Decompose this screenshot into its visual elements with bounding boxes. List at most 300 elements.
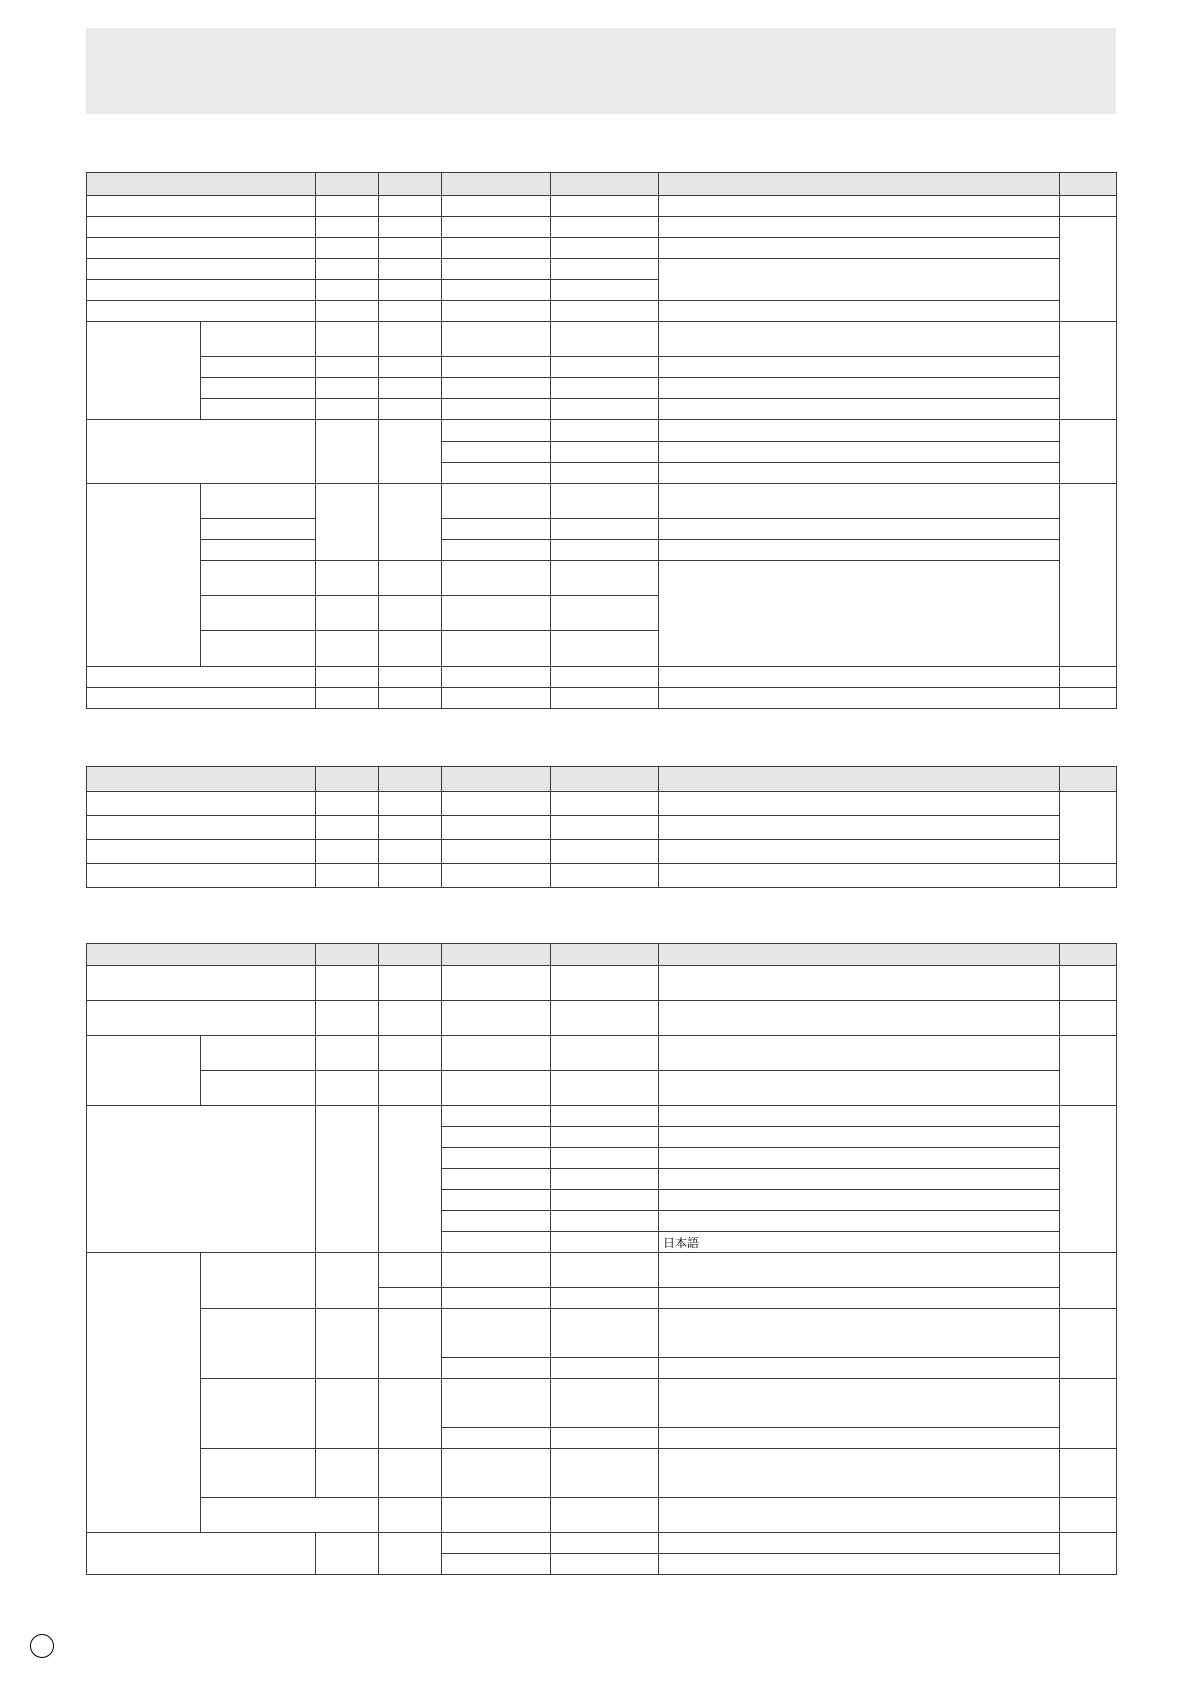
table-cell: [87, 238, 316, 259]
table-cell: [87, 420, 316, 484]
table-row: [87, 484, 1117, 519]
table-cell: [87, 1001, 316, 1036]
table-header-row: [87, 767, 1117, 792]
table-cell: [87, 217, 316, 238]
table-row: [87, 688, 1117, 709]
table-cell: [551, 596, 659, 631]
table-cell: [442, 1288, 551, 1309]
table-cell: [551, 816, 659, 840]
table-cell: [442, 1071, 551, 1106]
table-cell: [659, 1428, 1060, 1449]
table-cell: [201, 519, 316, 540]
language-japanese-value: 日本語: [659, 1232, 1060, 1253]
commands-table-3: [86, 943, 1117, 1575]
table-cell: [659, 463, 1060, 484]
table-cell: [316, 1036, 379, 1071]
table-row: [87, 399, 1117, 420]
table-cell: [316, 420, 379, 484]
table-cell: [551, 378, 659, 399]
table-cell: [659, 357, 1060, 378]
table-cell: [316, 596, 379, 631]
table-cell: [379, 1071, 442, 1106]
table-cell: [316, 280, 379, 301]
table-cell: [442, 561, 551, 596]
table-row: [87, 322, 1117, 357]
table-cell: [551, 322, 659, 357]
table-cell: [659, 1106, 1060, 1127]
table-cell: [201, 596, 316, 631]
table-cell: [442, 1533, 551, 1554]
table-cell: [379, 280, 442, 301]
table-cell: [551, 667, 659, 688]
table-cell: [87, 792, 316, 816]
header-cell: [379, 944, 442, 966]
table-cell: [316, 631, 379, 667]
table-cell: [551, 966, 659, 1001]
table-row: [87, 966, 1117, 1001]
table-row: [87, 561, 1117, 596]
table-cell: [316, 688, 379, 709]
table-cell: [551, 1498, 659, 1533]
table-cell: [442, 1554, 551, 1575]
table-cell: [316, 301, 379, 322]
header-cell: [379, 173, 442, 196]
table-cell: [442, 217, 551, 238]
table-cell: [1060, 1498, 1117, 1533]
table-row: [87, 1498, 1117, 1533]
table-cell: [1060, 864, 1117, 888]
table-cell: [442, 596, 551, 631]
table-cell: [442, 1379, 551, 1428]
table-cell: [201, 1309, 316, 1379]
table-row: [87, 301, 1117, 322]
table-cell: [551, 792, 659, 816]
table-cell: [442, 816, 551, 840]
table-cell: [87, 1533, 316, 1575]
table-row: [87, 1309, 1117, 1358]
header-cell: [442, 173, 551, 196]
table-cell: [659, 442, 1060, 463]
header-cell: [659, 944, 1060, 966]
table-row: [87, 1379, 1117, 1428]
table-cell: [659, 378, 1060, 399]
table-cell: [659, 259, 1060, 301]
table-cell: [659, 792, 1060, 816]
table-cell: [551, 280, 659, 301]
table-row: [87, 1036, 1117, 1071]
table-cell: [1060, 484, 1117, 667]
table-cell: [1060, 1001, 1117, 1036]
table-cell: [379, 196, 442, 217]
table-header-row: [87, 173, 1117, 196]
table-cell: [379, 816, 442, 840]
table-cell: [551, 463, 659, 484]
table-cell: [659, 1148, 1060, 1169]
table-cell: [551, 357, 659, 378]
table-cell: [1060, 1106, 1117, 1253]
table-cell: [442, 399, 551, 420]
table-cell: [201, 561, 316, 596]
table-cell: [551, 1148, 659, 1169]
table-cell: [442, 1309, 551, 1358]
table-cell: [201, 378, 316, 399]
table-cell: [551, 1036, 659, 1071]
table-cell: [442, 1232, 551, 1253]
table-cell: [316, 1071, 379, 1106]
table-cell: [442, 238, 551, 259]
page-number-marker: [30, 1634, 54, 1658]
table-cell: [659, 519, 1060, 540]
table-cell: [659, 840, 1060, 864]
table-row: [87, 840, 1117, 864]
table-cell: [379, 1001, 442, 1036]
table-cell: [379, 792, 442, 816]
table-cell: [379, 420, 442, 484]
table-cell: [87, 840, 316, 864]
table-cell: [551, 1309, 659, 1358]
table-cell: [201, 631, 316, 667]
table-cell: [201, 322, 316, 357]
table-cell: [551, 631, 659, 667]
table-cell: [659, 1358, 1060, 1379]
table-cell: [659, 322, 1060, 357]
table-row: [87, 864, 1117, 888]
table-header-row: [87, 944, 1117, 966]
table-cell: [659, 1036, 1060, 1071]
table-cell: [316, 792, 379, 816]
table-cell: [379, 1036, 442, 1071]
table-cell: [379, 966, 442, 1001]
table-cell: [442, 378, 551, 399]
table-row: [87, 196, 1117, 217]
table-cell: [442, 442, 551, 463]
table-cell: [87, 1036, 201, 1106]
header-cell: [551, 173, 659, 196]
table-cell: [1060, 667, 1117, 688]
table-cell: [442, 357, 551, 378]
table-cell: [551, 1533, 659, 1554]
table-cell: [659, 196, 1060, 217]
header-cell: [1060, 173, 1117, 196]
table-cell: [379, 1106, 442, 1253]
table-cell: [442, 322, 551, 357]
table-row: [87, 378, 1117, 399]
table-cell: [659, 667, 1060, 688]
table-row: [87, 816, 1117, 840]
table-cell: [87, 667, 316, 688]
table-cell: [379, 1288, 442, 1309]
table-cell: [551, 1232, 659, 1253]
table-cell: [551, 1106, 659, 1127]
header-cell: [1060, 767, 1117, 792]
table-cell: [201, 357, 316, 378]
table-cell: [659, 816, 1060, 840]
table-row: [87, 540, 1117, 561]
table-cell: [659, 1533, 1060, 1554]
table-cell: [551, 1253, 659, 1288]
table-cell: [316, 322, 379, 357]
table-cell: [659, 217, 1060, 238]
table-cell: [659, 1211, 1060, 1232]
table-cell: [659, 1190, 1060, 1211]
table-cell: [551, 420, 659, 442]
table-cell: [551, 1211, 659, 1232]
table-cell: [442, 280, 551, 301]
header-cell: [442, 767, 551, 792]
table-cell: [659, 1127, 1060, 1148]
table-cell: [201, 1036, 316, 1071]
table-cell: [659, 1498, 1060, 1533]
table-cell: [379, 378, 442, 399]
header-cell: [551, 767, 659, 792]
table-cell: [659, 301, 1060, 322]
table-cell: [442, 1253, 551, 1288]
table-cell: [316, 357, 379, 378]
table-cell: [551, 1001, 659, 1036]
table-cell: [1060, 1309, 1117, 1379]
table-cell: [442, 484, 551, 519]
table-cell: [379, 561, 442, 596]
table-cell: [659, 1379, 1060, 1428]
table-cell: [316, 1533, 379, 1575]
table-cell: [201, 1071, 316, 1106]
table-cell: [379, 357, 442, 378]
table-cell: [659, 966, 1060, 1001]
table-cell: [551, 1169, 659, 1190]
table-cell: [659, 399, 1060, 420]
table-row: [87, 667, 1117, 688]
table-cell: [316, 196, 379, 217]
table-cell: [659, 1449, 1060, 1498]
table-cell: [201, 1379, 316, 1449]
table-cell: [442, 1036, 551, 1071]
table-cell: [442, 1127, 551, 1148]
table-cell: [659, 1001, 1060, 1036]
table-cell: [551, 519, 659, 540]
table-cell: [379, 864, 442, 888]
table-cell: [551, 399, 659, 420]
table-cell: [442, 1358, 551, 1379]
table-cell: [551, 561, 659, 596]
table-cell: [316, 1001, 379, 1036]
table-cell: [201, 399, 316, 420]
table-cell: [442, 259, 551, 280]
table-row: [87, 1001, 1117, 1036]
table-cell: [87, 259, 316, 280]
table-cell: [316, 217, 379, 238]
table-row: [87, 238, 1117, 259]
table-cell: [316, 484, 379, 561]
table-cell: [379, 1498, 442, 1533]
table-cell: [551, 301, 659, 322]
table-cell: [316, 864, 379, 888]
table-cell: [316, 259, 379, 280]
table-cell: [442, 864, 551, 888]
header-cell: [659, 767, 1060, 792]
table-cell: [659, 484, 1060, 519]
table-cell: [379, 1253, 442, 1288]
table-cell: [551, 217, 659, 238]
commands-table-2: [86, 766, 1117, 888]
table-cell: [1060, 217, 1117, 322]
table-cell: [442, 1169, 551, 1190]
table-cell: [551, 688, 659, 709]
table-cell: [1060, 322, 1117, 420]
table-cell: [1060, 792, 1117, 864]
table-cell: [87, 688, 316, 709]
table-cell: [1060, 966, 1117, 1001]
table-cell: [316, 1106, 379, 1253]
header-cell: [551, 944, 659, 966]
table-cell: [551, 1358, 659, 1379]
table-cell: [87, 816, 316, 840]
header-cell: [87, 173, 316, 196]
table-cell: [551, 1449, 659, 1498]
table-cell: [316, 1449, 379, 1498]
table-cell: [379, 596, 442, 631]
table-cell: [1060, 688, 1117, 709]
table-cell: [442, 463, 551, 484]
table-cell: [379, 1533, 442, 1575]
table-cell: [316, 238, 379, 259]
table-cell: [659, 1169, 1060, 1190]
header-cell: [87, 767, 316, 792]
table-cell: [87, 196, 316, 217]
table-cell: [551, 1190, 659, 1211]
table-cell: [316, 1309, 379, 1379]
header-cell: [659, 173, 1060, 196]
table-cell: [1060, 196, 1117, 217]
table-cell: [659, 1071, 1060, 1106]
table-cell: [659, 420, 1060, 442]
table-row: [87, 1106, 1117, 1127]
table-cell: [379, 399, 442, 420]
table-cell: [442, 966, 551, 1001]
table-cell: [551, 484, 659, 519]
table-cell: [551, 238, 659, 259]
table-cell: [551, 442, 659, 463]
table-cell: [379, 238, 442, 259]
table-cell: [551, 540, 659, 561]
header-cell: [87, 944, 316, 966]
table-cell: [87, 1253, 201, 1533]
table-cell: [379, 1379, 442, 1449]
commands-table-1: [86, 172, 1117, 709]
table-cell: [659, 1309, 1060, 1358]
table-cell: [379, 631, 442, 667]
table-cell: [201, 1449, 316, 1498]
table-cell: [551, 1554, 659, 1575]
table-cell: [201, 540, 316, 561]
table-cell: [316, 1379, 379, 1449]
table-cell: [442, 1498, 551, 1533]
table-cell: [379, 1309, 442, 1379]
table-row: [87, 1533, 1117, 1554]
table-cell: [442, 631, 551, 667]
table-row: [87, 259, 1117, 280]
table-cell: [379, 259, 442, 280]
table-cell: [379, 667, 442, 688]
table-cell: [201, 484, 316, 519]
table-cell: [659, 1554, 1060, 1575]
table-cell: [1060, 1036, 1117, 1106]
table-cell: [87, 484, 201, 667]
table-cell: [1060, 420, 1117, 484]
table-cell: [551, 1288, 659, 1309]
table-cell: [551, 1428, 659, 1449]
table-cell: [379, 1449, 442, 1498]
table-row: [87, 420, 1117, 442]
table-cell: [1060, 1379, 1117, 1449]
table-cell: [551, 1071, 659, 1106]
table-cell: [442, 1148, 551, 1169]
table-cell: [1060, 1533, 1117, 1575]
table-cell: [1060, 1449, 1117, 1498]
table-cell: [316, 667, 379, 688]
table-cell: [201, 1498, 379, 1533]
table-cell: [659, 1288, 1060, 1309]
table-cell: [316, 840, 379, 864]
table-cell: [87, 280, 316, 301]
table-cell: [87, 1106, 316, 1253]
table-row: [87, 1253, 1117, 1288]
table-row: [87, 217, 1117, 238]
table-cell: [551, 196, 659, 217]
table-cell: [442, 1001, 551, 1036]
table-cell: [316, 966, 379, 1001]
header-cell: [379, 767, 442, 792]
table-cell: [442, 196, 551, 217]
table-row: [87, 1071, 1117, 1106]
table-cell: [442, 1190, 551, 1211]
table-cell: [87, 301, 316, 322]
table-cell: [659, 540, 1060, 561]
table-cell: [442, 540, 551, 561]
table-cell: [442, 840, 551, 864]
table-cell: [442, 667, 551, 688]
table-cell: [87, 864, 316, 888]
header-cell: [316, 173, 379, 196]
table-cell: [442, 301, 551, 322]
table-cell: [551, 1127, 659, 1148]
table-cell: [1060, 1253, 1117, 1309]
table-cell: [379, 322, 442, 357]
table-cell: [659, 864, 1060, 888]
table-cell: [442, 519, 551, 540]
table-cell: [659, 561, 1060, 667]
table-cell: [442, 792, 551, 816]
table-row: [87, 357, 1117, 378]
header-cell: [316, 944, 379, 966]
table-cell: [201, 1253, 316, 1309]
table-cell: [379, 217, 442, 238]
table-cell: [659, 238, 1060, 259]
table-cell: [551, 840, 659, 864]
table-cell: [316, 1253, 379, 1309]
table-cell: [442, 1106, 551, 1127]
table-cell: [379, 840, 442, 864]
header-cell: [316, 767, 379, 792]
table-cell: [442, 1449, 551, 1498]
table-cell: [659, 1253, 1060, 1288]
page-header-band: [86, 28, 1116, 114]
table-cell: [551, 1379, 659, 1428]
table-cell: [551, 864, 659, 888]
table-row: [87, 792, 1117, 816]
table-cell: [379, 484, 442, 561]
table-cell: [551, 259, 659, 280]
table-row: [87, 1449, 1117, 1498]
